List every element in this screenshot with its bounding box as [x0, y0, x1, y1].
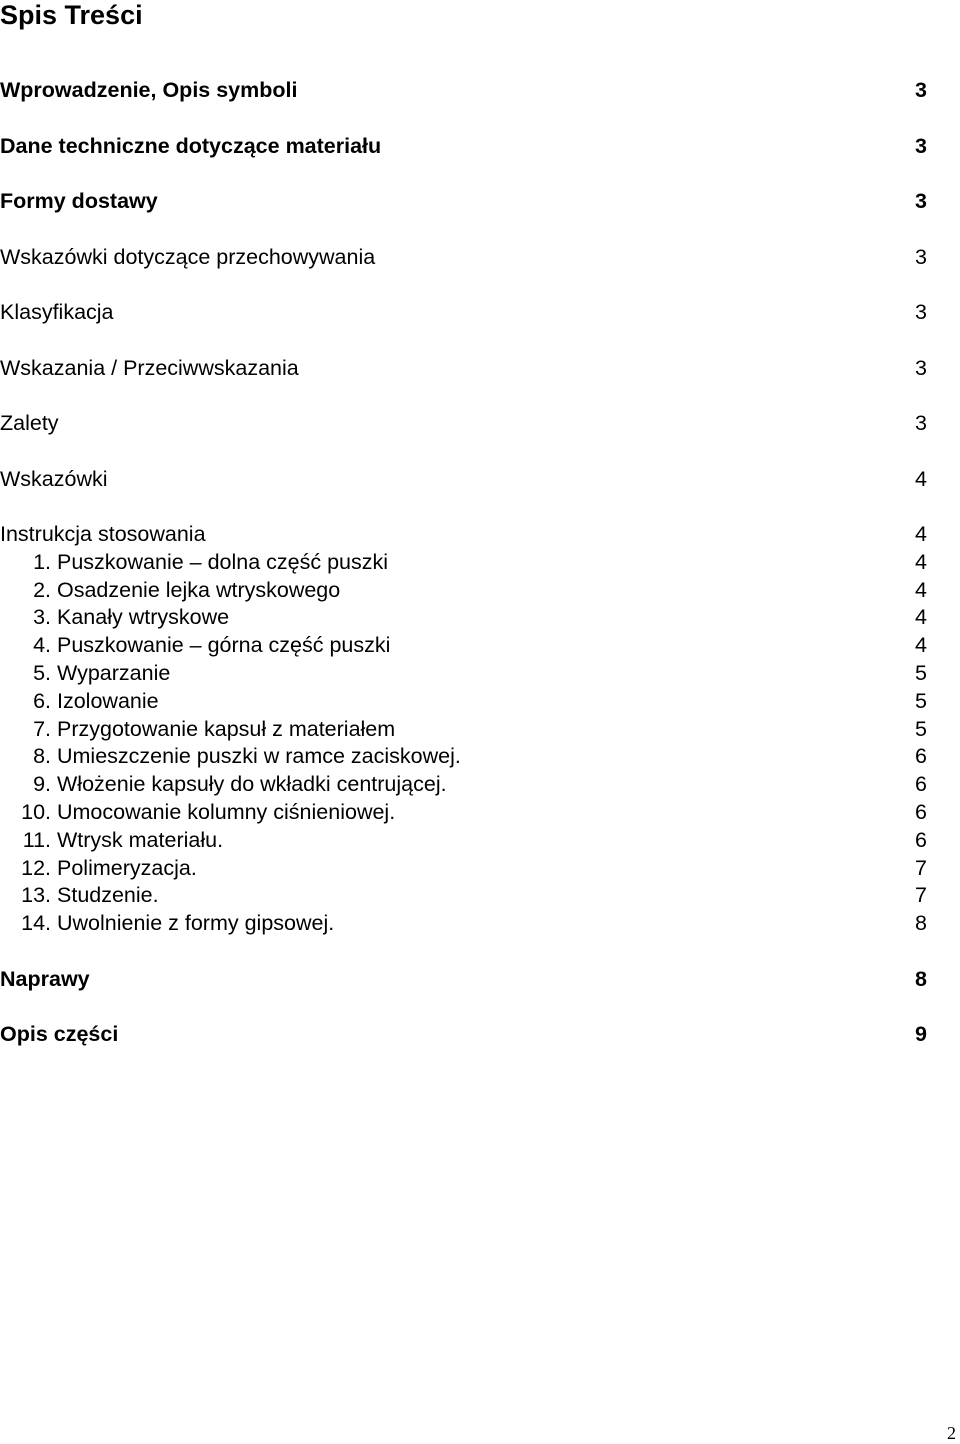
toc-entry-page: 4 — [915, 466, 927, 491]
toc-entry-label: Formy dostawy — [0, 188, 158, 213]
toc-subentry-label: Kanały wtryskowe — [57, 604, 230, 629]
toc-entry-page: 3 — [915, 77, 927, 102]
toc-subentry[interactable] — [0, 855, 927, 881]
toc-subentry-label: Umieszczenie puszki w ramce zaciskowej. — [57, 743, 461, 768]
toc-subentry-label: Puszkowanie – górna część puszki — [57, 632, 391, 657]
toc-entry-page: 3 — [915, 133, 927, 158]
toc-subentry-page: 6 — [915, 771, 927, 796]
toc-entry-label: Opis części — [0, 1021, 119, 1046]
toc-entry-label: Wskazówki dotyczące przechowywania — [0, 244, 376, 269]
toc-subentry[interactable] — [0, 882, 927, 908]
toc-subentry-number: 2. — [33, 577, 51, 602]
page-number: 2 — [947, 1423, 956, 1443]
toc-entry[interactable] — [0, 244, 927, 270]
toc-subentry-label: Izolowanie — [57, 688, 159, 713]
toc-subentry-label: Polimeryzacja. — [57, 855, 197, 880]
toc-subentry-label: Studzenie. — [57, 882, 159, 907]
toc-entry-page: 9 — [915, 1021, 927, 1046]
toc-subentry-number: 10. — [21, 799, 51, 824]
toc-entry-page: 3 — [915, 244, 927, 269]
toc-subentry-number: 6. — [33, 688, 51, 713]
toc-subentry-label: Umocowanie kolumny ciśnieniowej. — [57, 799, 396, 824]
toc-entry[interactable] — [0, 299, 927, 325]
toc-subentry-page: 8 — [915, 910, 927, 935]
toc-subentry[interactable] — [0, 549, 927, 575]
toc-subentry-label: Włożenie kapsuły do wkładki centrującej. — [57, 771, 447, 796]
toc-subentry-page: 4 — [915, 577, 927, 602]
toc-subentry[interactable] — [0, 743, 927, 769]
toc-entry-page: 3 — [915, 410, 927, 435]
toc-subentry[interactable] — [0, 716, 927, 742]
toc-subentry-number: 12. — [21, 855, 51, 880]
toc-subentry-label: Osadzenie lejka wtryskowego — [57, 577, 341, 602]
toc-subentry-label: Puszkowanie – dolna część puszki — [57, 549, 389, 574]
toc-entry-label: Zalety — [0, 410, 59, 435]
toc-subentry-number: 9. — [33, 771, 51, 796]
toc-subentry[interactable] — [0, 688, 927, 714]
toc-entry-page: 3 — [915, 188, 927, 213]
toc-subentry-number: 3. — [33, 604, 51, 629]
toc-subentry-number: 11. — [22, 827, 51, 852]
toc-subentry-page: 6 — [915, 799, 927, 824]
toc-entry[interactable] — [0, 466, 927, 492]
toc-subentry-number: 14. — [21, 910, 51, 935]
toc-entry-page: 3 — [915, 355, 927, 380]
toc-subentry[interactable] — [0, 771, 927, 797]
toc-subentry-page: 6 — [915, 743, 927, 768]
toc-subentry[interactable] — [0, 577, 927, 603]
toc-entry-label: Dane techniczne dotyczące materiału — [0, 133, 382, 158]
toc-subentry-page: 6 — [915, 827, 927, 852]
toc-entry-page: 4 — [915, 521, 927, 546]
toc-entry[interactable] — [0, 521, 927, 547]
toc-entry[interactable] — [0, 966, 927, 992]
toc-subentry[interactable] — [0, 604, 927, 630]
toc-subentry-number: 1. — [33, 549, 51, 574]
toc-entry[interactable] — [0, 133, 927, 159]
toc-subentry[interactable] — [0, 799, 927, 825]
toc-subentry-number: 4. — [33, 632, 51, 657]
toc-entry-label: Wprowadzenie, Opis symboli — [0, 77, 298, 102]
toc-entry-label: Wskazówki — [0, 466, 108, 491]
toc-subentry[interactable] — [0, 632, 927, 658]
toc-entry[interactable] — [0, 188, 927, 214]
toc-entry-label: Klasyfikacja — [0, 299, 114, 324]
toc-subentry-page: 7 — [915, 882, 927, 907]
toc-entry-page: 8 — [915, 966, 927, 991]
toc-entry-label: Wskazania / Przeciwwskazania — [0, 355, 299, 380]
toc-subentry-page: 7 — [915, 855, 927, 880]
toc-entry[interactable] — [0, 77, 927, 103]
toc-entry[interactable] — [0, 1021, 927, 1047]
toc-entry[interactable] — [0, 410, 927, 436]
toc-subentry-page: 4 — [915, 604, 927, 629]
toc-entry-page: 3 — [915, 299, 927, 324]
toc-subentry-label: Wyparzanie — [57, 660, 171, 685]
toc-entry-label: Instrukcja stosowania — [0, 521, 206, 546]
toc-subentry-number: 8. — [33, 743, 51, 768]
toc-subentry[interactable] — [0, 660, 927, 686]
toc-subentry-page: 4 — [915, 632, 927, 657]
toc-subentry-label: Wtrysk materiału. — [57, 827, 224, 852]
toc-subentry-page: 5 — [915, 688, 927, 713]
toc-entry[interactable] — [0, 355, 927, 381]
toc-subentry-number: 5. — [33, 660, 51, 685]
toc-subentry-label: Uwolnienie z formy gipsowej. — [57, 910, 335, 935]
toc-entry-label: Naprawy — [0, 966, 90, 991]
toc-subentry-label: Przygotowanie kapsuł z materiałem — [57, 716, 396, 741]
toc-subentry[interactable] — [0, 827, 927, 853]
toc-subentry-page: 5 — [915, 660, 927, 685]
page-title: Spis Treści — [0, 0, 143, 30]
toc-subentry-page: 5 — [915, 716, 927, 741]
toc-subentry-number: 13. — [21, 882, 51, 907]
toc-subentry-page: 4 — [915, 549, 927, 574]
toc-subentry-number: 7. — [33, 716, 51, 741]
toc-subentry[interactable] — [0, 910, 927, 936]
